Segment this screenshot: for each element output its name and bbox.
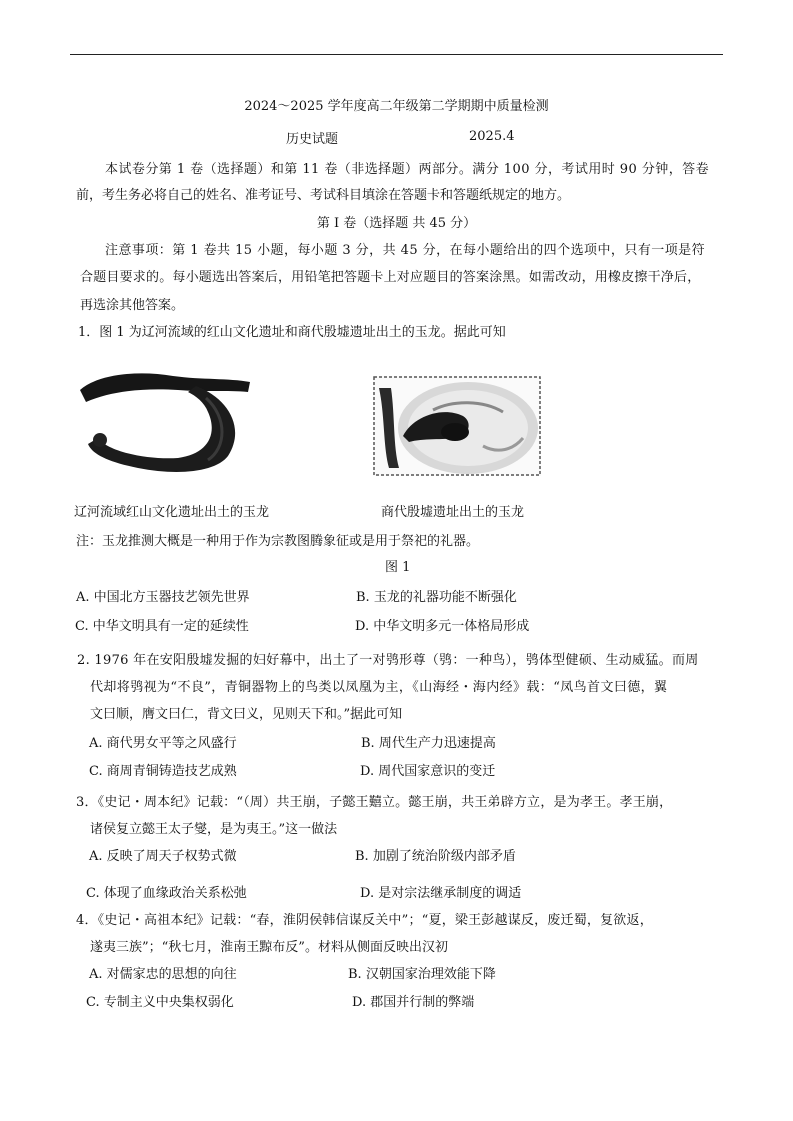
notice-line-3: 再选涂其他答案。	[80, 298, 185, 313]
header-rule	[70, 54, 723, 55]
q1-option-a[interactable]: A. 中国北方玉器技艺领先世界	[76, 590, 250, 605]
q4-option-d[interactable]: D. 郡国并行制的弊端	[352, 995, 475, 1010]
q4-line-1: 4．《史记・高祖本纪》记载：“春，淮阴侯韩信谋反关中”；“夏，梁王彭越谋反，废迁蜀，复欲返，	[76, 913, 653, 928]
hongshan-jade-dragon-image	[78, 368, 253, 478]
intro-line-1: 本试卷分第 1 卷（选择题）和第 11 卷（非选择题）两部分。满分 100 分，考试用时 90 分钟，答卷	[105, 162, 710, 177]
q2-line-2: 代却将鸮视为“不良”，青铜器物上的鸟类以凤凰为主，《山海经・海内经》载：“凤鸟首文曰德，翼	[90, 680, 668, 695]
q3-option-a[interactable]: A. 反映了周天子权势式微	[89, 849, 237, 864]
q2-option-a[interactable]: A. 商代男女平等之风盛行	[89, 736, 237, 751]
q4-option-b[interactable]: B. 汉朝国家治理效能下降	[348, 967, 496, 982]
q2-option-b[interactable]: B. 周代生产力迅速提高	[361, 736, 496, 751]
section-1-title: 第 Ⅰ 卷（选择题 共 45 分）	[316, 216, 477, 231]
q3-option-c[interactable]: C. 体现了血缘政治关系松弛	[86, 886, 247, 901]
exam-date: 2025.4	[469, 129, 515, 144]
q1-caption-right: 商代殷墟遗址出土的玉龙	[381, 505, 525, 520]
q3-line-1: 3．《史记・周本纪》记载：“（周）共王崩，子懿王囏立。懿王崩，共王弟辟方立，是为孝王。孝王崩，	[76, 795, 673, 810]
q3-option-b[interactable]: B. 加剧了统治阶级内部矛盾	[355, 849, 516, 864]
q4-option-c[interactable]: C. 专制主义中央集权弱化	[86, 995, 234, 1010]
q2-option-c[interactable]: C. 商周青铜铸造技艺成熟	[89, 764, 237, 779]
q1-option-b[interactable]: B. 玉龙的礼器功能不断强化	[356, 590, 517, 605]
subject-title: 历史试题	[286, 132, 339, 147]
q3-line-2: 诸侯复立懿王太子燮，是为夷王。”这一做法	[90, 822, 338, 837]
q1-figure-label: 图 1	[385, 560, 411, 575]
notice-line-2: 合题目要求的。每小题选出答案后，用铅笔把答题卡上对应题目的答案涂黑。如需改动，用橡皮擦干净后，	[80, 270, 701, 285]
yinxu-jade-dragon-image	[373, 376, 541, 476]
q1-note: 注：玉龙推测大概是一种用于作为宗教图腾象征或是用于祭祀的礼器。	[76, 534, 480, 549]
intro-line-2: 前，考生务必将自己的姓名、准考证号、考试科目填涂在答题卡和答题纸规定的地方。	[76, 188, 571, 203]
q2-line-1: 2. 1976 年在安阳殷墟发掘的妇好幕中，出土了一对鸮形尊（鸮：一种鸟），鸮体型健硕、生动威猛。而周	[77, 653, 699, 668]
q2-line-3: 文曰顺，膺文曰仁，背文曰义，见则天下和。”据此可知	[90, 707, 403, 722]
q2-option-d[interactable]: D. 周代国家意识的变迁	[360, 764, 496, 779]
q1-stem: 1．图 1 为辽河流域的红山文化遗址和商代殷墟遗址出土的玉龙。据此可知	[78, 325, 506, 340]
q4-option-a[interactable]: A. 对儒家忠的思想的向往	[89, 967, 237, 982]
exam-title: 2024～2025 学年度高二年级第二学期期中质量检测	[244, 99, 549, 114]
q1-option-c[interactable]: C. 中华文明具有一定的延续性	[75, 619, 249, 634]
q3-option-d[interactable]: D. 是对宗法继承制度的调适	[360, 886, 522, 901]
notice-line-1: 注意事项：第 1 卷共 15 小题，每小题 3 分，共 45 分，在每小题给出的四个选项中，只有一项是符	[105, 243, 706, 258]
q1-option-d[interactable]: D. 中华文明多元一体格局形成	[355, 619, 530, 634]
q1-caption-left: 辽河流域红山文化遗址出土的玉龙	[74, 505, 270, 520]
q4-line-2: 遂夷三族”；“秋七月，淮南王黥布反”。材料从侧面反映出汉初	[90, 940, 448, 955]
